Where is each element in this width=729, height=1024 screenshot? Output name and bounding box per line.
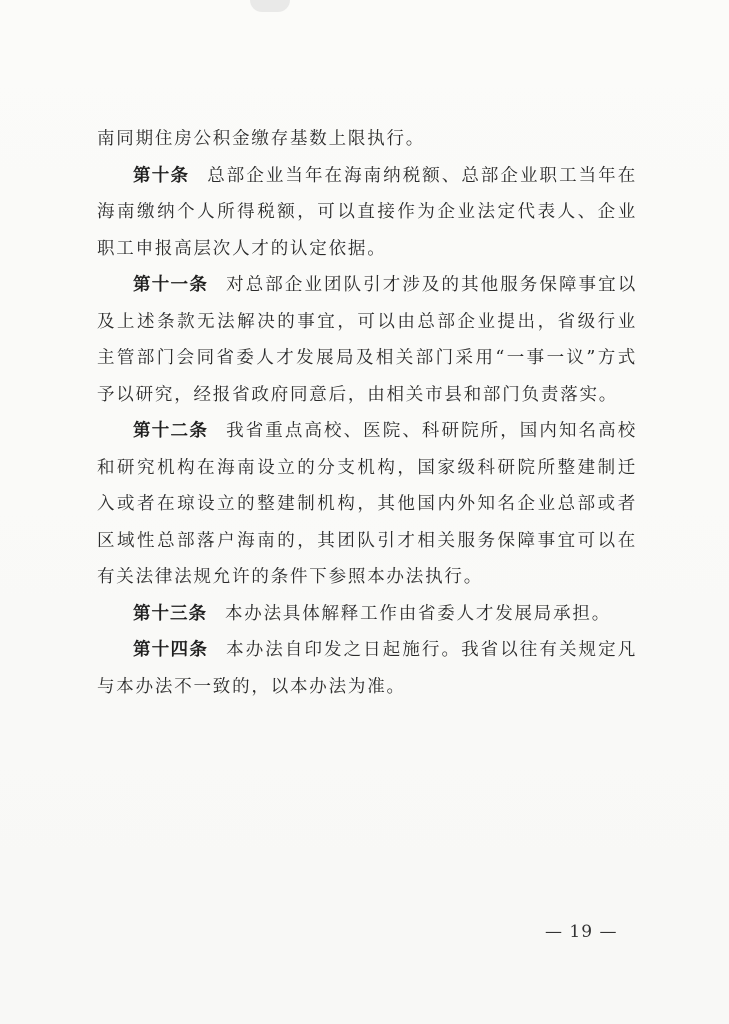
article-13 bbox=[97, 596, 637, 633]
article-text: 我省重点高校、医院、科研院所，国内知名高校和研究机构在海南设立的分支机构，国家级科研院所整建制迁入或者在琼设立的整建制机构，其他国内外知名企业总部或者区域性总部落户海南的，其团队引才相关服务保障事宜可以在有关法律法规允许的条件下参照本办法执行。 bbox=[97, 421, 637, 587]
paragraph-continuation bbox=[97, 121, 637, 158]
article-number: 第十四条 bbox=[133, 640, 209, 660]
article-11 bbox=[97, 267, 637, 413]
page-number: — 19 — bbox=[545, 922, 618, 942]
article-text: 总部企业当年在海南纳税额、总部企业职工当年在海南缴纳个人所得税额，可以直接作为企业法定代表人、企业职工申报高层次人才的认定依据。 bbox=[97, 165, 638, 259]
article-12 bbox=[97, 413, 637, 596]
article-14 bbox=[97, 632, 637, 705]
article-number: 第十条 bbox=[133, 165, 190, 186]
article-text: 本办法自印发之日起施行。我省以往有关规定凡与本办法不一致的，以本办法为准。 bbox=[97, 640, 637, 697]
article-number: 第十二条 bbox=[133, 421, 209, 441]
article-number: 第十一条 bbox=[133, 275, 209, 295]
article-text: 本办法具体解释工作由省委人才发展局承担。 bbox=[225, 603, 611, 624]
scan-mark bbox=[250, 0, 290, 12]
article-10 bbox=[97, 158, 637, 268]
article-text: 对总部企业团队引才涉及的其他服务保障事宜以及上述条款无法解决的事宜，可以由总部企业提出，省级行业主管部门会同省委人才发展局及相关部门采用“一事一议”方式予以研究，经报省政府同意后，由相关市县和部门负责落实。 bbox=[97, 275, 637, 405]
document-body bbox=[97, 121, 637, 705]
paragraph-text: 南同期住房公积金缴存基数上限执行。 bbox=[97, 129, 426, 149]
article-number: 第十三条 bbox=[133, 603, 207, 624]
